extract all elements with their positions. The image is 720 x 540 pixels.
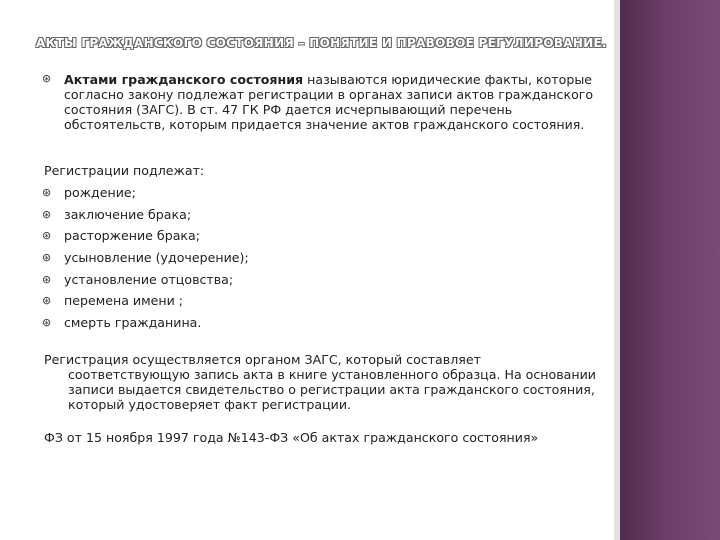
registration-list <box>40 182 600 334</box>
target-icon: ⊛ <box>42 272 52 286</box>
list-item-label: смерть гражданина. <box>64 315 202 331</box>
list-item-label: рождение; <box>64 185 136 200</box>
panel-edge <box>614 0 620 540</box>
decorative-side-panel <box>614 0 720 540</box>
list-item <box>40 312 600 334</box>
list-item-label: расторжение брака; <box>64 228 200 244</box>
registration-paragraph: Регистрация осуществляется органом ЗАГС, который составляет соответствующую запись акта в книге установленного образца. На основании записи выдается свидетельство о регистрации акта гражданского состояния, который удостоверяет факт регистрации. <box>44 351 596 412</box>
list-item <box>40 182 600 204</box>
list-item-label: усыновление (удочерение); <box>64 250 249 266</box>
list-item-label: перемена имени ; <box>64 293 184 309</box>
list-item <box>40 290 600 312</box>
intro-bold-term: Актами гражданского состояния <box>64 72 304 87</box>
list-heading: Регистрации подлежат: <box>44 163 205 178</box>
target-icon: ⊛ <box>42 207 52 221</box>
target-icon: ⊛ <box>42 186 52 199</box>
target-icon: ⊛ <box>42 72 52 85</box>
list-item <box>40 225 600 247</box>
slide-title: АКТЫ ГРАЖДАНСКОГО СОСТОЯНИЯ – ПОНЯТИЕ И ПРАВОВОЕ РЕГУЛИРОВАНИЕ. <box>36 36 607 50</box>
target-icon: ⊛ <box>42 316 52 330</box>
intro-paragraph <box>40 72 600 132</box>
list-item-label: установление отцовства; <box>64 271 234 287</box>
list-item <box>40 269 600 291</box>
list-item <box>40 247 600 269</box>
intro-text: называются юридические факты, которые согласно закону подлежат регистрации в органах записи актов гражданского состояния (ЗАГС). В ст. 47 ГК РФ дается исчерпывающий перечень обстоятельств, которым придается значение актов гражданского состояния. <box>64 72 594 132</box>
slide-content <box>40 72 600 445</box>
target-icon: ⊛ <box>42 294 52 308</box>
list-item-label: заключение брака; <box>64 206 192 222</box>
law-reference: ФЗ от 15 ноября 1997 года №143-ФЗ «Об актах гражданского состояния» <box>44 429 539 445</box>
target-icon: ⊛ <box>42 251 52 265</box>
list-item <box>40 204 600 226</box>
target-icon: ⊛ <box>42 229 52 243</box>
